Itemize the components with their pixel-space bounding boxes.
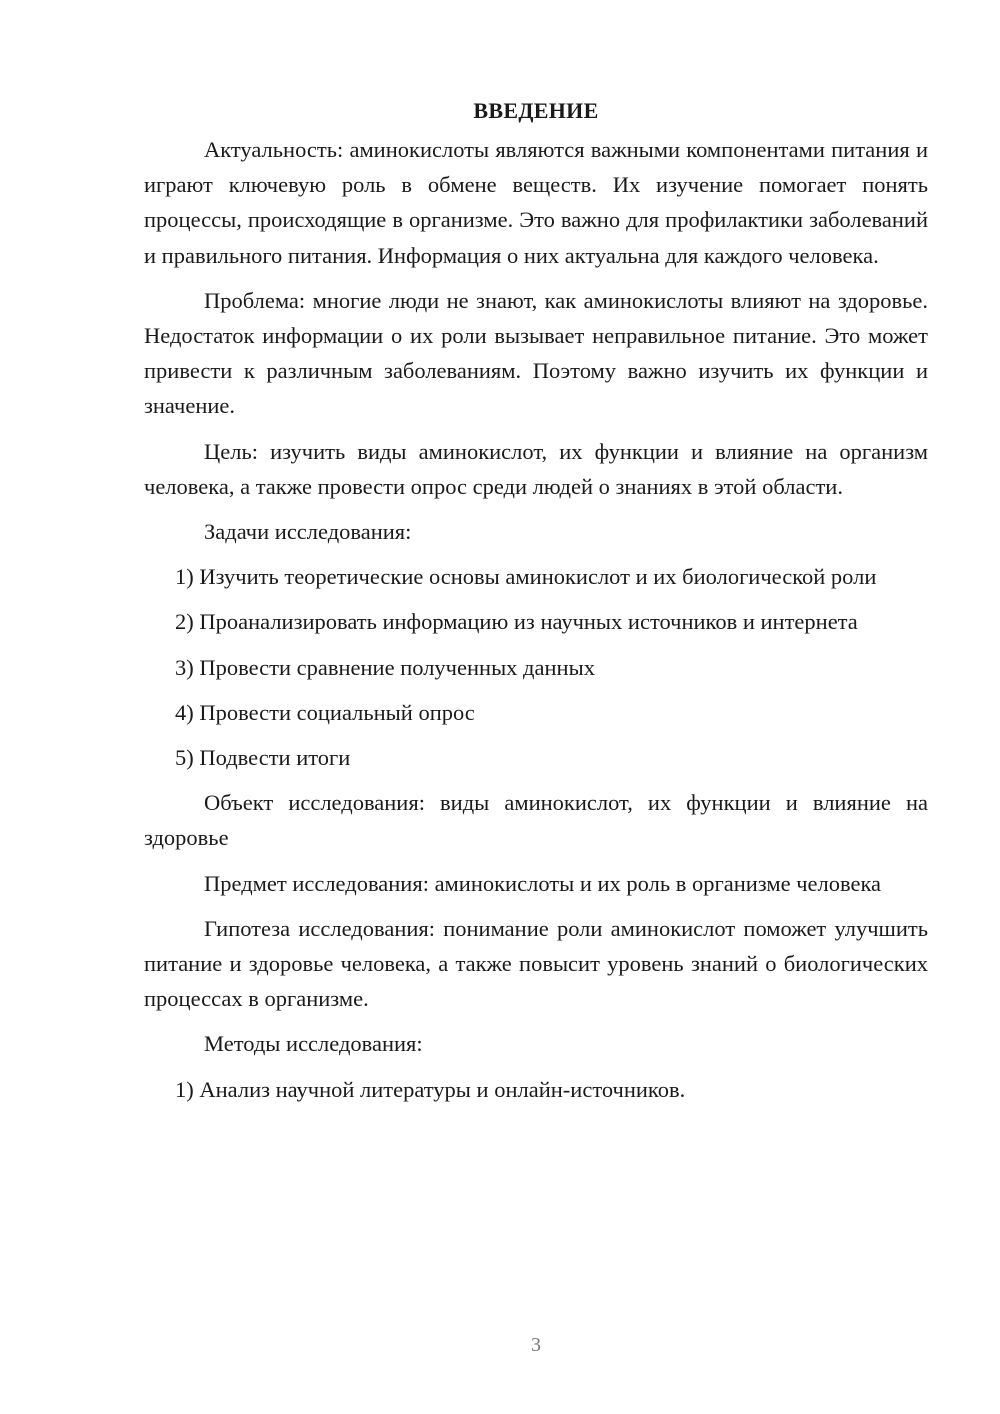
paragraph-problem: Проблема: многие люди не знают, как аминокислоты влияют на здоровье. Недостаток информации о их роли вызывает неправильное питание. Это может привести к различным заболеваниям. Поэтому важно изучить их функции и значение. bbox=[144, 287, 928, 419]
section-title: ВВЕДЕНИЕ bbox=[473, 98, 599, 123]
paragraph-hypothesis: Гипотеза исследования: понимание роли аминокислот поможет улучшить питание и здоровье человека, а также повысит уровень знаний о биологических процессах в организме. bbox=[144, 915, 928, 1012]
tasks-heading: Задачи исследования: bbox=[204, 519, 412, 545]
paragraph-goal: Цель: изучить виды аминокислот, их функции и влияние на организм человека, а также провести опрос среди людей о знаниях в этой области. bbox=[144, 438, 928, 499]
list-item-task-3: 3) Провести сравнение полученных данных bbox=[175, 654, 595, 680]
list-item-task-2: 2) Проанализировать информацию из научных источников и интернета bbox=[175, 609, 858, 635]
paragraph-object: Объект исследования: виды аминокислот, их функции и влияние на здоровье bbox=[144, 790, 928, 851]
list-item-task-5: 5) Подвести итоги bbox=[175, 745, 351, 771]
list-item-method-1: 1) Анализ научной литературы и онлайн-источников. bbox=[175, 1076, 686, 1102]
paragraph-subject: Предмет исследования: аминокислоты и их роль в организме человека bbox=[204, 870, 882, 896]
document-body bbox=[144, 94, 928, 1107]
page-number: 3 bbox=[531, 1334, 541, 1356]
paragraph-relevance: Актуальность: аминокислоты являются важными компонентами питания и играют ключевую роль в обмене веществ. Их изучение помогает понять процессы, происходящие в организме. Это важно для профилактики заболеваний и правильного питания. Информация о них актуальна для каждого человека. bbox=[144, 137, 928, 268]
methods-heading: Методы исследования: bbox=[204, 1031, 423, 1057]
list-item-task-1: 1) Изучить теоретические основы аминокислот и их биологической роли bbox=[175, 564, 877, 590]
list-item-task-4: 4) Провести социальный опрос bbox=[175, 699, 475, 725]
